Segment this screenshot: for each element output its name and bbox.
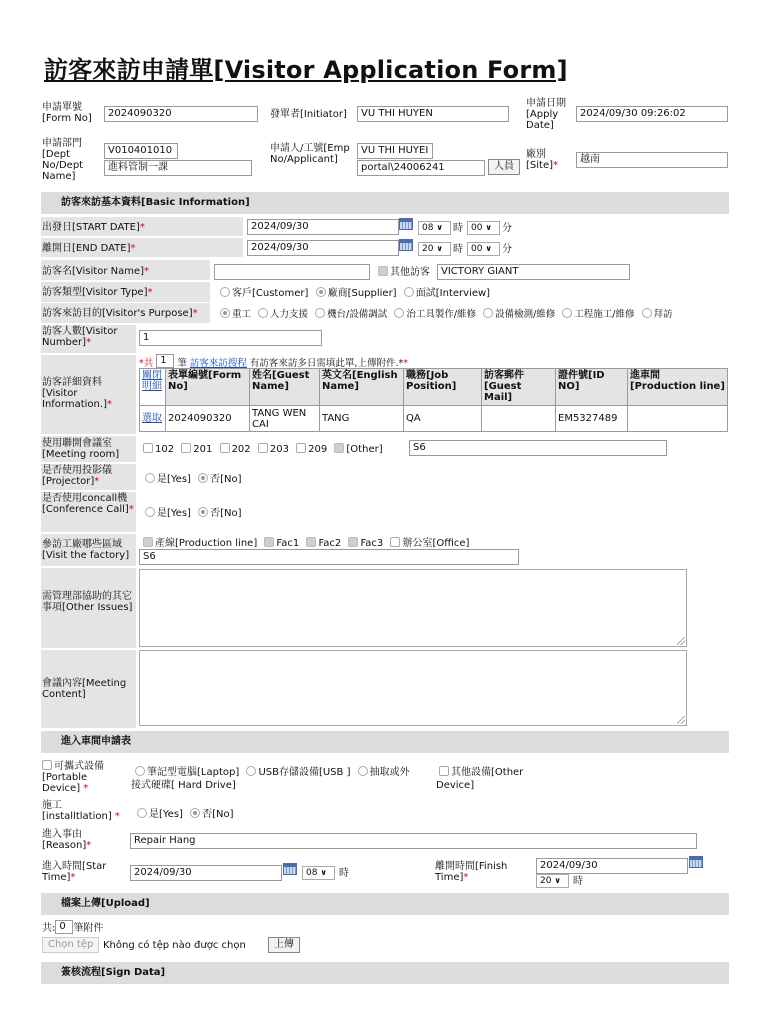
required-mark: * [80, 783, 89, 794]
visitor-info-label [42, 377, 134, 410]
end-min-value: 00 [471, 244, 483, 254]
upload-button[interactable]: 上傳 [268, 937, 300, 953]
radio-icon [404, 287, 414, 297]
table-cell: EM5327489 [556, 406, 628, 432]
conference-label-text: 是否使用concall機[Conference Call] [42, 493, 129, 515]
option-label: 是[Yes] [157, 508, 191, 519]
meeting-room-options [143, 443, 387, 456]
apply-date-label: 申請日期[Apply Date] [526, 98, 566, 131]
finish-time-hour-select[interactable] [536, 874, 569, 888]
radio-icon [137, 808, 147, 818]
factory-fac3[interactable] [348, 538, 383, 549]
purpose-visit[interactable] [642, 309, 673, 320]
conference-options [145, 507, 246, 520]
installation-options [137, 808, 238, 821]
option-label: 是[Yes] [149, 809, 183, 820]
start-min-value: 00 [471, 223, 483, 233]
note-unit: 筆 [177, 358, 187, 369]
start-time-date-field[interactable]: 2024/09/30 [130, 865, 282, 881]
checkbox-icon [378, 266, 388, 276]
purpose-options [220, 308, 677, 321]
option-label: 設備檢測/維修 [495, 309, 556, 320]
option-label: 工程施工/維修 [574, 309, 635, 320]
checkbox-icon [348, 537, 358, 547]
radio-icon [246, 766, 256, 776]
visitor-type-supplier[interactable] [316, 288, 397, 299]
upload-count-prefix: 共: [42, 923, 56, 934]
table-row [140, 406, 728, 432]
visitor-name-label [42, 266, 149, 277]
option-label: 筆記型電腦[Laptop] [147, 767, 240, 778]
chevron-down-icon: ∨ [436, 244, 443, 253]
calendar-icon[interactable] [399, 218, 413, 230]
visitor-info-label-text: 訪客詳細資料[Visitor Information.] [42, 377, 107, 410]
upload-count [42, 920, 103, 935]
radio-icon [483, 308, 493, 318]
radio-icon [642, 308, 652, 318]
projector-label [42, 465, 134, 487]
calendar-icon[interactable] [399, 239, 413, 251]
projector-options [145, 473, 246, 486]
option-label: 203 [269, 444, 289, 455]
chevron-down-icon: ∨ [320, 868, 327, 877]
portable-label-text: 可攜式設備[Portable Device] [42, 761, 104, 794]
note-suffix: 有訪客來訪多日需填此單,上傳附件.* [249, 358, 404, 369]
person-button[interactable]: 人員 [488, 159, 520, 175]
factory-fac2[interactable] [306, 538, 341, 549]
purpose-manpower[interactable] [258, 309, 308, 320]
purpose-rework[interactable] [220, 309, 251, 320]
required-mark: * [144, 266, 150, 277]
option-label: 人力支援 [270, 309, 309, 320]
hour-unit: 時 [339, 868, 349, 879]
option-label: 202 [231, 444, 251, 455]
select-link[interactable] [140, 406, 166, 432]
purpose-machine-debug[interactable] [315, 309, 387, 320]
room-102[interactable] [143, 444, 174, 455]
select-text: 選取 [142, 413, 162, 424]
end-date-field[interactable]: 2024/09/30 [247, 240, 399, 256]
room-203[interactable] [258, 444, 289, 455]
checkbox-icon [390, 537, 400, 547]
visitor-number-label [42, 326, 134, 348]
initiator-label: 發單者[Initiator] [270, 109, 347, 120]
resize-grip-icon[interactable] [677, 716, 685, 724]
required-mark: * [86, 337, 92, 348]
emp-label: 申請人/工號[Emp No/Applicant] [270, 143, 350, 165]
radio-icon [220, 287, 230, 297]
table-cell: 2024090320 [166, 406, 250, 432]
required-mark: * [192, 308, 198, 319]
purpose-fixture[interactable] [394, 309, 476, 320]
required-mark: * [111, 811, 120, 822]
factory-office[interactable] [390, 538, 469, 549]
option-label: 機台/設備調試 [327, 309, 388, 320]
hour-unit: 時 [453, 244, 463, 255]
table-cell: QA [404, 406, 482, 432]
checkbox-icon [296, 443, 306, 453]
radio-icon [145, 507, 155, 517]
visitor-name-field[interactable] [214, 264, 370, 280]
upload-count-suffix: 筆附件 [73, 923, 104, 934]
portable-label [42, 760, 128, 794]
required-mark: * [106, 399, 112, 410]
device-other[interactable] [439, 766, 523, 779]
start-date-label-text: 出發日[START DATE] [42, 222, 140, 233]
section-workshop: 進入車間申請表 [41, 731, 729, 753]
radio-icon [198, 507, 208, 517]
room-209[interactable] [296, 444, 327, 455]
reason-field[interactable]: Repair Hang [130, 833, 697, 849]
reason-label-text: 進入事由[Reason] [42, 829, 87, 851]
start-min-select[interactable] [467, 221, 500, 235]
other-issues-label: 需管理部協助的其它事項[Other Issues] [42, 591, 133, 613]
room-201[interactable] [181, 444, 212, 455]
option-label: 治工具製作/維修 [406, 309, 477, 320]
meeting-content-textarea[interactable] [139, 650, 687, 726]
required-mark: * [139, 222, 145, 233]
visitor-number-label-text: 訪客人數[Visitor Number] [42, 326, 118, 348]
table-cell [628, 406, 728, 432]
column-header: 表單編號[Form No] [166, 369, 250, 406]
radio-icon [316, 287, 326, 297]
option-label: 201 [193, 444, 213, 455]
other-issues-textarea[interactable] [139, 569, 687, 647]
start-date-field[interactable]: 2024/09/30 [247, 219, 399, 235]
option-label: 102 [155, 444, 175, 455]
hour-unit: 時 [573, 876, 583, 887]
section-basic-info: 訪客來訪基本資料[Basic Information] [41, 192, 729, 214]
option-label: [Other] [346, 444, 383, 455]
projector-no[interactable] [198, 474, 241, 485]
checkbox-icon [439, 766, 449, 776]
required-mark: * [70, 872, 76, 883]
required-mark: * [403, 358, 408, 369]
conference-no[interactable] [198, 508, 241, 519]
calendar-icon[interactable] [283, 863, 297, 875]
factory-other-field[interactable]: S6 [139, 549, 519, 565]
option-label: 是[Yes] [157, 474, 191, 485]
checkbox-icon [143, 537, 153, 547]
section-sign-data: 簽核流程[Sign Data] [41, 962, 729, 984]
hour-unit: 時 [453, 223, 463, 234]
visitor-number-field[interactable]: 1 [139, 330, 322, 346]
required-mark: * [130, 243, 136, 254]
option-label: 廠商[Supplier] [327, 288, 397, 299]
installation-no[interactable] [190, 809, 233, 820]
note-count-field[interactable]: 1 [156, 354, 174, 368]
column-header: 證件號[ID NO] [556, 369, 628, 406]
option-label: 客戶[Customer] [232, 288, 309, 299]
min-unit: 分 [502, 244, 512, 255]
apply-date-field[interactable]: 2024/09/30 09:26:02 [576, 106, 728, 122]
visitor-type-interview[interactable] [404, 288, 490, 299]
other-visitor-checkbox[interactable] [378, 266, 430, 279]
required-mark: * [94, 476, 100, 487]
finish-time-hour-value: 20 [540, 876, 552, 886]
meeting-content-label: 會議內容[Meeting Content] [42, 678, 127, 700]
radio-icon [562, 308, 572, 318]
radio-icon [198, 473, 208, 483]
radio-icon [135, 766, 145, 776]
option-label: 209 [308, 444, 328, 455]
dept-no-field[interactable]: V010401010 [104, 143, 178, 159]
visitor-type-customer[interactable] [220, 288, 308, 299]
chevron-down-icon: ∨ [554, 876, 561, 885]
device-hdd[interactable] [358, 767, 410, 778]
radio-icon [145, 473, 155, 483]
visit-schedule-link[interactable]: 訪客來訪搜程 [189, 358, 247, 369]
radio-icon [315, 308, 325, 318]
room-other[interactable] [334, 444, 382, 455]
option-label: 否[No] [210, 474, 242, 485]
end-hour-value: 20 [422, 244, 434, 254]
option-label: Fac3 [360, 538, 384, 549]
required-mark: * [463, 872, 469, 883]
radio-icon [258, 308, 268, 318]
checkbox-icon [181, 443, 191, 453]
visitor-type-label-text: 訪客類型[Visitor Type] [42, 287, 148, 298]
factory-fac1[interactable] [264, 538, 299, 549]
column-header: 姓名[Guest Name] [250, 369, 320, 406]
finish-time-label-text: 離開時間[Finish Time] [435, 861, 508, 883]
section-upload: 檔案上傳[Upload] [41, 893, 729, 915]
chevron-down-icon: ∨ [485, 223, 492, 232]
checkbox-icon [220, 443, 230, 453]
column-header: 訪客郵件[Guest Mail] [482, 369, 556, 406]
site-field[interactable]: 越南 [576, 152, 728, 168]
start-hour-select[interactable] [418, 221, 451, 235]
factory-label: 參訪工廠哪些區域[Visit the factory] [42, 539, 130, 561]
room-202[interactable] [220, 444, 251, 455]
projector-label-text: 是否使用投影儀[Projector] [42, 465, 112, 487]
option-label: 面試[Interview] [415, 288, 491, 299]
start-hour-value: 08 [422, 223, 434, 233]
radio-icon [394, 308, 404, 318]
radio-icon [220, 308, 230, 318]
option-label: 重工 [232, 309, 252, 320]
visitor-type-label [42, 287, 153, 298]
device-hdd-label-cont: 接式硬碟[ Hard Drive] [131, 780, 236, 791]
checkbox-icon [306, 537, 316, 547]
radio-icon [358, 766, 368, 776]
chevron-down-icon: ∨ [485, 244, 492, 253]
visitor-name-label-text: 訪客名[Visitor Name] [42, 266, 145, 277]
meeting-room-label: 使用聯開會議室[Meeting room] [42, 438, 120, 460]
checkbox-icon [143, 443, 153, 453]
required-mark: * [553, 160, 559, 171]
close-detail-text: 關閉明細 [142, 370, 162, 392]
form-no-field[interactable]: 2024090320 [104, 106, 258, 122]
resize-grip-icon[interactable] [677, 637, 685, 645]
device-other-label-cont: Device] [436, 780, 475, 791]
meeting-room-other-field[interactable]: S6 [409, 440, 667, 456]
column-header: 職務[Job Position] [404, 369, 482, 406]
visitor-type-options [220, 287, 494, 300]
purpose-label-text: 訪客來訪目的[Visitor's Purpose] [42, 308, 193, 319]
table-header-row [140, 369, 728, 406]
table-cell [482, 406, 556, 432]
option-label: USB存儲設備[USB ] [258, 767, 351, 778]
device-usb[interactable] [246, 767, 350, 778]
checkbox-icon [334, 443, 344, 453]
purpose-label [42, 308, 198, 319]
option-label: Fac1 [276, 538, 300, 549]
table-cell: TANG [320, 406, 404, 432]
reason-label [42, 829, 128, 851]
option-label: 否[No] [210, 508, 242, 519]
required-mark: * [86, 840, 92, 851]
site-label [526, 149, 574, 171]
start-time-label-text: 進入時間[Star Time] [42, 861, 107, 883]
option-label: 辦公室[Office] [402, 538, 470, 549]
chevron-down-icon: ∨ [436, 223, 443, 232]
factory-production-line[interactable] [143, 538, 257, 549]
start-time-hour-select[interactable] [302, 866, 335, 880]
initiator-field[interactable]: VU THI HUYEN [357, 106, 509, 122]
required-mark: * [128, 504, 134, 515]
conference-yes[interactable] [145, 508, 191, 519]
no-file-text: Không có tệp nào được chọn [103, 940, 246, 951]
end-date-label [42, 243, 136, 254]
end-min-select[interactable] [467, 242, 500, 256]
option-label: 否[No] [202, 809, 234, 820]
column-header: 進車間[Production line] [628, 369, 728, 406]
purpose-equipment[interactable] [483, 309, 555, 320]
site-label-text: 廠別[Site] [526, 149, 554, 171]
installation-label [42, 800, 130, 822]
projector-yes[interactable] [145, 474, 191, 485]
installation-yes[interactable] [137, 809, 183, 820]
other-visitor-field[interactable]: VICTORY GIANT [437, 264, 630, 280]
option-label: Fac2 [318, 538, 342, 549]
device-laptop[interactable] [135, 767, 239, 778]
note-prefix: *共 [139, 358, 154, 369]
finish-time-date-field[interactable]: 2024/09/30 [536, 858, 688, 874]
emp-no-field[interactable]: portal\24006241 [357, 160, 485, 176]
calendar-icon[interactable] [689, 856, 703, 868]
installation-label-text: 施工[installtlation] [42, 800, 112, 822]
close-detail-link[interactable] [140, 369, 166, 406]
conference-label [42, 493, 134, 515]
start-time-label [42, 861, 128, 883]
checkbox-icon[interactable] [42, 760, 52, 770]
checkbox-icon [258, 443, 268, 453]
required-mark: * [147, 287, 153, 298]
start-date-label [42, 222, 145, 233]
dept-name-field[interactable]: 進料管制一課 [104, 160, 252, 176]
column-header: 英文名[English Name] [320, 369, 404, 406]
end-date-label-text: 離開日[END DATE] [42, 243, 131, 254]
other-visitor-label: 其他訪客 [390, 267, 430, 278]
min-unit: 分 [502, 223, 512, 234]
emp-name-field[interactable]: VU THI HUYEI [357, 143, 433, 159]
radio-icon [190, 808, 200, 818]
dept-label: 申請部門[Dept No/Dept Name] [42, 138, 84, 182]
option-label: 其他設備[Other [451, 767, 524, 778]
start-time-hour-value: 08 [306, 868, 318, 878]
option-label: 拜訪 [653, 309, 673, 320]
upload-count-field[interactable]: 0 [55, 920, 73, 934]
form-no-label: 申請單號[Form No] [42, 102, 92, 124]
portable-options [135, 766, 414, 779]
purpose-construction[interactable] [562, 309, 634, 320]
end-hour-select[interactable] [418, 242, 451, 256]
choose-file-button[interactable]: Chọn tệp [42, 937, 99, 953]
checkbox-icon [264, 537, 274, 547]
option-label: 抽取或外 [369, 767, 410, 778]
finish-time-label [435, 861, 531, 883]
option-label: 產線[Production line] [155, 538, 258, 549]
table-cell: TANG WEN CAI [250, 406, 320, 432]
page-title: 訪客來訪申請單[Visitor Application Form] [44, 56, 568, 84]
visitor-table [139, 368, 728, 432]
